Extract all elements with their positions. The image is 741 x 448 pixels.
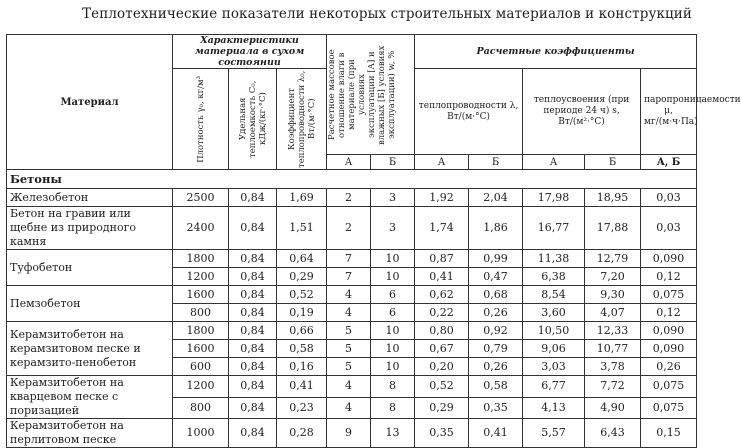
table-cell: 4,13 <box>523 397 585 419</box>
header-mu: паропроницаемости μ, мг/(м·ч·Па) <box>641 69 697 155</box>
table-cell: 0,090 <box>641 250 697 268</box>
header-a: А <box>523 155 585 170</box>
table-cell: 0,84 <box>229 397 277 419</box>
table-cell: 0,29 <box>415 397 469 419</box>
table-cell: 5 <box>327 340 371 358</box>
table-cell: 1000 <box>173 419 229 448</box>
table-cell: 3,78 <box>585 358 641 376</box>
table-cell: 0,52 <box>277 286 327 304</box>
section-title: Бетоны <box>7 170 697 189</box>
table-cell: 0,28 <box>277 419 327 448</box>
table-cell: 0,075 <box>641 286 697 304</box>
table-cell: 6,38 <box>523 268 585 286</box>
table-cell: 0,075 <box>641 397 697 419</box>
table-cell: 1800 <box>173 250 229 268</box>
table-cell: 10 <box>371 250 415 268</box>
table-cell: 4 <box>327 304 371 322</box>
material-name: Керамзитобетон на керамзитовом песке и керамзито-пенобетон <box>7 322 173 376</box>
material-name: Железобетон <box>7 189 173 207</box>
table-cell: 8,54 <box>523 286 585 304</box>
table-cell: 0,29 <box>277 268 327 286</box>
table-cell: 0,84 <box>229 376 277 398</box>
table-row <box>7 419 697 448</box>
table-cell: 10,50 <box>523 322 585 340</box>
table-cell: 4,07 <box>585 304 641 322</box>
table-cell: 0,41 <box>469 419 523 448</box>
table-cell: 6 <box>371 286 415 304</box>
table-cell: 0,20 <box>415 358 469 376</box>
header-moisture: Расчетное массовое отношение влаги в материале (при условиях эксплуатации [А] и влажных [Б] условиях эксплуатации) w, % <box>327 35 415 155</box>
table-cell: 5 <box>327 322 371 340</box>
table-cell: 9 <box>327 419 371 448</box>
table-cell: 13 <box>371 419 415 448</box>
table-cell: 0,58 <box>469 376 523 398</box>
table-cell: 0,19 <box>277 304 327 322</box>
table-cell: 1,86 <box>469 207 523 250</box>
table-cell: 10 <box>371 358 415 376</box>
table-cell: 1800 <box>173 322 229 340</box>
table-cell: 1,69 <box>277 189 327 207</box>
table-cell: 0,84 <box>229 189 277 207</box>
table-cell: 600 <box>173 358 229 376</box>
table-cell: 1200 <box>173 376 229 398</box>
table-cell: 6,43 <box>585 419 641 448</box>
table-cell: 0,23 <box>277 397 327 419</box>
table-cell: 1,92 <box>415 189 469 207</box>
table-cell: 10 <box>371 340 415 358</box>
table-cell: 0,47 <box>469 268 523 286</box>
table-cell: 9,30 <box>585 286 641 304</box>
material-name: Керамзитобетон на кварцевом песке с поризацией <box>7 376 173 419</box>
table-cell: 1200 <box>173 268 229 286</box>
table-row <box>7 250 697 268</box>
header-calc-group: Расчетные коэффициенты <box>415 35 697 69</box>
page-title: Теплотехнические показатели некоторых строительных материалов и конструкций <box>82 6 692 22</box>
table-cell: 7 <box>327 250 371 268</box>
table-cell: 0,84 <box>229 358 277 376</box>
table-cell: 16,77 <box>523 207 585 250</box>
table-cell: 4 <box>327 286 371 304</box>
table-cell: 0,26 <box>469 304 523 322</box>
table-cell: 0,84 <box>229 207 277 250</box>
table-cell: 2 <box>327 207 371 250</box>
table-cell: 0,84 <box>229 286 277 304</box>
header-lambda: теплопроводности λ, Вт/(м·°С) <box>415 69 523 155</box>
header-material: Материал <box>7 35 173 170</box>
table-cell: 18,95 <box>585 189 641 207</box>
table-cell: 8 <box>371 376 415 398</box>
table-cell: 0,84 <box>229 322 277 340</box>
table-cell: 6 <box>371 304 415 322</box>
table-cell: 0,52 <box>415 376 469 398</box>
table-cell: 4 <box>327 397 371 419</box>
table-cell: 5,57 <box>523 419 585 448</box>
table-cell: 0,41 <box>277 376 327 398</box>
materials-table <box>6 34 741 448</box>
table-cell: 17,98 <box>523 189 585 207</box>
table-cell: 7,72 <box>585 376 641 398</box>
header-b: Б <box>585 155 641 170</box>
table-cell: 0,67 <box>415 340 469 358</box>
table-cell: 0,87 <box>415 250 469 268</box>
header-density: Плотность γ₀, кг/м³ <box>173 69 229 170</box>
table-cell: 0,84 <box>229 250 277 268</box>
table-cell: 7 <box>327 268 371 286</box>
table-cell: 10 <box>371 268 415 286</box>
table-cell: 0,58 <box>277 340 327 358</box>
table-cell: 0,12 <box>641 268 697 286</box>
table-row <box>7 189 697 207</box>
table-cell: 0,64 <box>277 250 327 268</box>
material-name: Бетон на гравии или щебне из природного камня <box>7 207 173 250</box>
header-conductivity: Коэффициент теплопроводности λ₀, Вт/(м·°С) <box>277 69 327 170</box>
table-cell: 1600 <box>173 340 229 358</box>
table-cell: 7,20 <box>585 268 641 286</box>
table-cell: 11,38 <box>523 250 585 268</box>
material-name: Пемзобетон <box>7 286 173 322</box>
table-cell: 8 <box>371 397 415 419</box>
header-dry-group: Характеристики материала в сухом состоянии <box>173 35 327 69</box>
table-cell: 5 <box>327 358 371 376</box>
table-cell: 3 <box>371 207 415 250</box>
table-cell: 0,090 <box>641 340 697 358</box>
table-cell: 800 <box>173 397 229 419</box>
table-cell: 4,90 <box>585 397 641 419</box>
table-row <box>7 207 697 250</box>
table-cell: 0,66 <box>277 322 327 340</box>
header-b: Б <box>469 155 523 170</box>
table-cell: 800 <box>173 304 229 322</box>
table-cell: 0,80 <box>415 322 469 340</box>
table-cell: 10,77 <box>585 340 641 358</box>
table-cell: 2 <box>327 189 371 207</box>
table-cell: 0,84 <box>229 419 277 448</box>
table-cell: 0,03 <box>641 207 697 250</box>
table-cell: 0,16 <box>277 358 327 376</box>
header-heat-capacity: Удельная теплоемкость C₀, кДж/(кг·°С) <box>229 69 277 170</box>
material-name: Туфобетон <box>7 250 173 286</box>
table-cell: 0,84 <box>229 268 277 286</box>
table-cell: 10 <box>371 322 415 340</box>
table-cell: 2400 <box>173 207 229 250</box>
table-cell: 2500 <box>173 189 229 207</box>
table-cell: 0,84 <box>229 340 277 358</box>
table-cell: 1,51 <box>277 207 327 250</box>
table-cell: 9,06 <box>523 340 585 358</box>
table-cell: 0,03 <box>641 189 697 207</box>
table-row <box>7 322 697 340</box>
table-cell: 0,92 <box>469 322 523 340</box>
header-ab: А, Б <box>641 155 697 170</box>
table-cell: 6,77 <box>523 376 585 398</box>
table-cell: 0,68 <box>469 286 523 304</box>
table-row <box>7 376 697 398</box>
table-cell: 0,12 <box>641 304 697 322</box>
table-cell: 0,075 <box>641 376 697 398</box>
table-cell: 0,35 <box>469 397 523 419</box>
header-a: А <box>415 155 469 170</box>
table-cell: 3 <box>371 189 415 207</box>
table-cell: 0,090 <box>641 322 697 340</box>
table-cell: 0,22 <box>415 304 469 322</box>
table-cell: 0,79 <box>469 340 523 358</box>
table-cell: 3,03 <box>523 358 585 376</box>
table-cell: 3,60 <box>523 304 585 322</box>
table-row <box>7 286 697 304</box>
material-name: Керамзитобетон на перлитовом песке <box>7 419 173 448</box>
table-cell: 12,33 <box>585 322 641 340</box>
table-cell: 0,26 <box>469 358 523 376</box>
table-cell: 0,99 <box>469 250 523 268</box>
table-cell: 12,79 <box>585 250 641 268</box>
table-cell: 1600 <box>173 286 229 304</box>
table-cell: 1,74 <box>415 207 469 250</box>
table-cell: 0,26 <box>641 358 697 376</box>
table-cell: 0,62 <box>415 286 469 304</box>
table-cell: 0,15 <box>641 419 697 448</box>
table-cell: 17,88 <box>585 207 641 250</box>
header-b: Б <box>371 155 415 170</box>
table-cell: 2,04 <box>469 189 523 207</box>
table-cell: 0,84 <box>229 304 277 322</box>
header-a: А <box>327 155 371 170</box>
table-cell: 0,41 <box>415 268 469 286</box>
table-cell: 0,35 <box>415 419 469 448</box>
table-cell: 4 <box>327 376 371 398</box>
header-s: теплоусвоения (при периоде 24 ч) s, Вт/(м²·°С) <box>523 69 641 155</box>
